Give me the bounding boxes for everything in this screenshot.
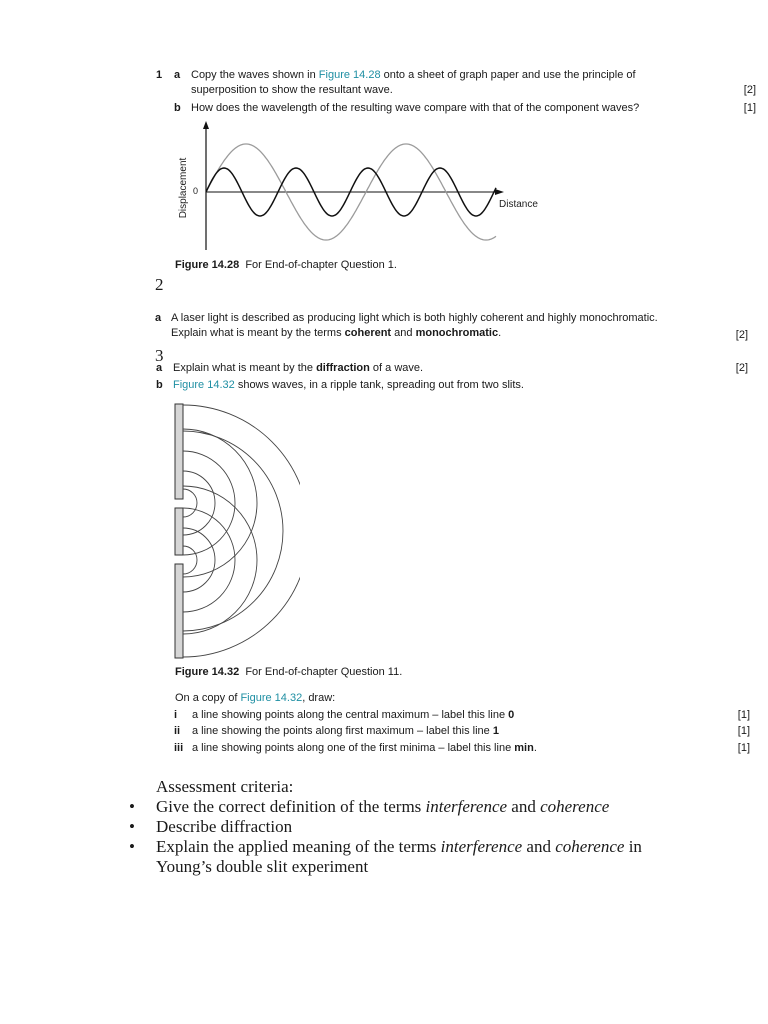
figure-14-32-ripple-tank bbox=[170, 400, 300, 662]
assessment-bullet-2: • Describe diffraction bbox=[129, 817, 293, 836]
figure-14-32-caption: Figure 14.32 For End-of-chapter Question 11. bbox=[175, 666, 403, 678]
question-1a-text: Copy the waves shown in Figure 14.28 onto a sheet of graph paper and use the principle of superposition to show the resultant wave. bbox=[191, 69, 636, 96]
y-axis-label: Displacement bbox=[178, 157, 189, 219]
wavefront-slit2-2 bbox=[183, 528, 215, 592]
question-3-number: 3 bbox=[155, 346, 164, 365]
question-2a-letter: a bbox=[155, 312, 162, 324]
figure-14-28-caption: Figure 14.28 For End-of-chapter Question 1. bbox=[175, 259, 397, 271]
figure-14-28-link[interactable]: Figure 14.28 bbox=[318, 69, 381, 81]
question-1a-mark: [2] bbox=[743, 84, 756, 96]
wavefront-outer-2 bbox=[183, 405, 300, 657]
assessment-criteria bbox=[129, 777, 736, 877]
wavefront-slit1-3 bbox=[183, 451, 235, 555]
draw-item-ii-mark: [1] bbox=[737, 725, 750, 737]
bullet-icon: • bbox=[129, 797, 135, 816]
x-axis-arrow bbox=[495, 189, 504, 195]
question-1b-letter: b bbox=[174, 102, 181, 114]
question-3a-letter: a bbox=[156, 362, 163, 374]
question-1b-mark: [1] bbox=[743, 102, 756, 114]
assessment-bullet-1: • Give the correct definition of the terms interference and coherence bbox=[129, 797, 610, 816]
barrier-bottom bbox=[175, 564, 183, 658]
draw-item-i-roman: i bbox=[174, 709, 178, 721]
x-axis-label: Distance bbox=[499, 199, 538, 210]
draw-item-i-mark: [1] bbox=[737, 709, 750, 721]
figure-14-32-link[interactable]: Figure 14.32 bbox=[173, 379, 235, 391]
wavefront-slit1-4 bbox=[183, 429, 257, 577]
draw-item-iii-text: a line showing points along one of the first minima – label this line min. bbox=[192, 742, 537, 754]
question-2-number: 2 bbox=[155, 275, 164, 294]
draw-item-iii-roman: iii bbox=[174, 742, 184, 754]
draw-item-i-text: a line showing points along the central maximum – label this line 0 bbox=[192, 709, 515, 721]
question-2a-mark: [2] bbox=[735, 329, 748, 341]
bullet-icon: • bbox=[129, 817, 135, 836]
wavefronts bbox=[183, 405, 300, 657]
wavefront-slit2-3 bbox=[183, 508, 235, 612]
figure-14-28-wave-graph bbox=[170, 118, 550, 258]
assessment-heading: Assessment criteria: bbox=[156, 777, 294, 796]
question-1b-text: How does the wavelength of the resulting wave compare with that of the component waves? bbox=[191, 102, 640, 114]
wavefront-slit1-1 bbox=[183, 489, 197, 517]
question-1a-letter: a bbox=[174, 69, 181, 81]
draw-intro: On a copy of Figure 14.32, draw: bbox=[175, 692, 336, 704]
bullet-icon: • bbox=[129, 837, 135, 856]
draw-item-ii-roman: ii bbox=[174, 725, 181, 737]
draw-item-ii-text: a line showing the points along first maximum – label this line 1 bbox=[192, 725, 499, 737]
wavefront-slit2-4 bbox=[183, 486, 257, 634]
barrier-top bbox=[175, 404, 183, 499]
assessment-bullet-3: • Explain the applied meaning of the terms interference and coherence in Young’s double slit experiment bbox=[129, 837, 642, 876]
draw-item-iii-mark: [1] bbox=[737, 742, 750, 754]
question-1-number: 1 bbox=[156, 69, 163, 81]
y-axis-arrow bbox=[203, 121, 209, 129]
question-3b-text: Figure 14.32 shows waves, in a ripple tank, spreading out from two slits. bbox=[173, 379, 524, 391]
question-3a-mark: [2] bbox=[735, 362, 748, 374]
question-2a-text: A laser light is described as producing light which is both highly coherent and highly monochromatic. Explain what is meant by the terms coherent and monochromatic. bbox=[171, 312, 658, 339]
wavefront-slit1-2 bbox=[183, 471, 215, 535]
question-3a-text: Explain what is meant by the diffraction of a wave. bbox=[173, 362, 424, 374]
figure-14-32-link-2[interactable]: Figure 14.32 bbox=[240, 692, 303, 704]
question-3b-letter: b bbox=[156, 379, 163, 391]
origin-label: 0 bbox=[192, 186, 198, 196]
wavefront-slit2-1 bbox=[183, 546, 197, 574]
barrier-middle bbox=[175, 508, 183, 555]
